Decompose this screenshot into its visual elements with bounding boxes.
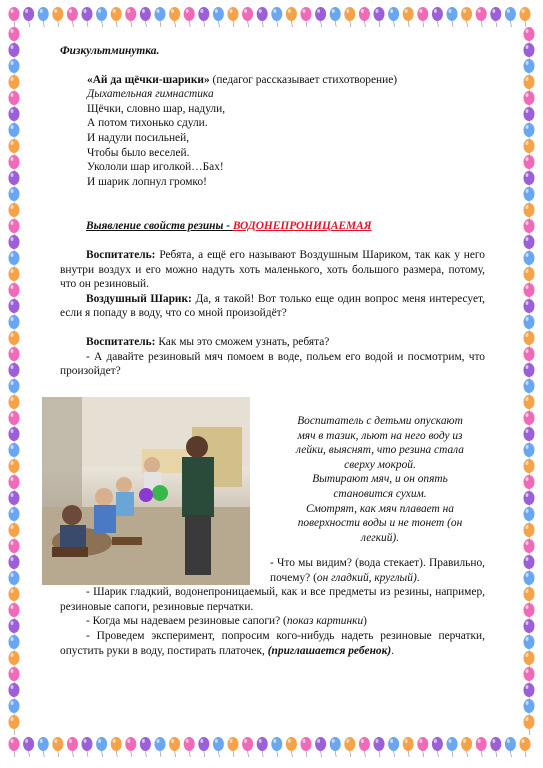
balloon-icon [228,7,239,27]
balloon-icon [524,523,535,543]
balloon-icon [388,7,399,27]
balloon-icon [524,203,535,223]
balloon-icon [96,737,107,757]
balloon-icon [52,7,63,27]
section-title: Физкультминутка. [60,45,160,57]
balloon-icon [9,139,20,159]
balloon-icon [524,603,535,623]
balloon-icon [476,737,487,757]
poem-line: Чтобы было веселей. [87,146,190,159]
poem-line: И шарик лопнул громко! [87,175,207,188]
balloon-icon [432,7,443,27]
balloon-icon [38,737,49,757]
balloon-icon [9,667,20,687]
balloon-icon [213,737,224,757]
balloon-icon [388,737,399,757]
balloon-icon [359,7,370,27]
balloon-icon [9,363,20,383]
balloon-icon [447,7,458,27]
balloon-icon [374,737,385,757]
balloon-icon [184,737,195,757]
balloon-icon [9,507,20,527]
caption-line: становится сухим. [333,487,427,500]
balloon-icon [417,737,428,757]
balloon-icon [524,715,535,735]
poem-line: Укололи шар иголкой…Бах! [87,161,224,174]
balloon-icon [315,7,326,27]
caption-line: поверхности воды и не тонет (он [297,517,463,530]
caption-line: Смотрят, как мяч плавает на [306,502,454,515]
balloon-icon [9,379,20,399]
balloon-icon [9,235,20,255]
balloon-icon [524,667,535,687]
balloon-icon [476,7,487,27]
poem-line: Щёчки, словно шар, надули, [87,102,226,115]
balloon-icon [301,7,312,27]
balloon-icon [257,737,268,757]
balloon-icon [9,539,20,559]
balloon-icon [330,737,341,757]
balloon-icon [9,59,20,79]
poem [87,73,485,190]
balloon-icon [524,155,535,175]
balloon-icon [490,7,501,27]
balloon-icon [524,491,535,511]
balloon-icon [9,523,20,543]
balloon-icon [140,7,151,27]
dialog-paragraph: - Что мы видим? (вода стекает). Правильно, почему? (он гладкий, круглый). [270,557,485,584]
balloon-icon [9,203,20,223]
balloon-icon [524,75,535,95]
balloon-icon [524,539,535,559]
balloon-icon [9,587,20,607]
balloon-icon [9,555,20,575]
balloon-icon [359,737,370,757]
balloon-icon [524,107,535,127]
balloon-icon [9,91,20,111]
balloon-icon [111,7,122,27]
balloon-icon [524,507,535,527]
balloon-icon [447,737,458,757]
balloon-icon [505,7,516,27]
balloon-icon [524,219,535,239]
poem-subtitle: Дыхательная гимнастика [87,88,214,101]
balloon-icon [524,299,535,319]
dialog-paragraph: - Когда мы надеваем резиновые сапоги? (показ картинки) [86,615,367,628]
balloon-icon [524,411,535,431]
balloon-icon [125,7,136,27]
balloon-icon [286,7,297,27]
dialog-paragraph: Воспитатель: Ребята, а ещё его называют Воздушным Шариком, так как у него внутри воздух и его можно надуть хоть маленького, хоть большого размера, потому, что он резиновый. [60,248,485,291]
balloon-icon [9,27,20,47]
balloon-icon [242,7,253,27]
balloon-icon [9,331,20,351]
balloon-icon [9,651,20,671]
caption-line: мяч в тазик, льют на него воду из [297,429,463,442]
balloon-icon [520,7,531,27]
closing-text [60,556,485,658]
balloon-icon [524,251,535,271]
poem-line: И надули посильней, [87,131,190,144]
balloon-icon [524,139,535,159]
balloon-icon [257,7,268,27]
balloon-icon [198,737,209,757]
balloon-icon [9,187,20,207]
balloon-icon [524,59,535,79]
balloon-icon [524,635,535,655]
balloon-icon [23,737,34,757]
balloon-icon [9,427,20,447]
balloon-icon [417,7,428,27]
balloon-icon [52,737,63,757]
balloon-icon [169,7,180,27]
balloon-icon [286,737,297,757]
balloon-icon [374,7,385,27]
balloon-icon [184,7,195,27]
dialog-paragraph: - Проведем эксперимент, попросим кого-нибудь надеть резиновые перчатки, опустить руки в воду, постирать платочек, (приглашается ребенок). [60,629,485,657]
balloon-icon [9,491,20,511]
poem-title: «Ай да щёчки-шарики» (педагог рассказывает стихотворение) [87,73,398,86]
balloon-icon [524,347,535,367]
balloon-icon [9,299,20,319]
document-body [60,44,485,379]
balloon-icon [490,737,501,757]
balloon-icon [524,571,535,591]
balloon-icon [9,43,20,63]
balloon-icon [9,7,20,27]
balloon-icon [524,699,535,719]
balloon-icon [23,7,34,27]
balloon-icon [524,91,535,111]
balloon-icon [140,737,151,757]
balloon-icon [155,7,166,27]
dialog-paragraph: - Шарик гладкий, водонепроницаемый, как и все предметы из резины, например, резиновые сапоги, резиновые перчатки. [60,586,485,613]
balloon-icon [344,737,355,757]
balloon-icon [125,737,136,757]
balloon-icon [524,443,535,463]
balloon-icon [9,251,20,271]
caption-line: легкий). [360,531,400,544]
balloon-icon [9,635,20,655]
poem-line: А потом тихонько сдули. [87,117,208,130]
balloon-icon [461,737,472,757]
balloon-icon [520,737,531,757]
balloon-icon [9,683,20,703]
balloon-icon [9,619,20,639]
balloon-icon [315,737,326,757]
photo-caption [270,414,490,545]
dialog-paragraph: Воспитатель: Как мы это сможем узнать, ребята? [86,335,330,348]
balloon-icon [9,603,20,623]
balloon-icon [82,737,93,757]
balloon-icon [9,715,20,735]
balloon-icon [524,235,535,255]
balloon-icon [67,7,78,27]
balloon-icon [9,475,20,495]
balloon-icon [524,459,535,479]
balloon-icon [524,651,535,671]
balloon-icon [9,155,20,175]
balloon-icon [242,737,253,757]
balloon-icon [9,443,20,463]
balloon-icon [9,75,20,95]
balloon-icon [111,737,122,757]
balloon-icon [9,395,20,415]
balloon-icon [403,7,414,27]
balloon-icon [524,363,535,383]
balloon-icon [524,27,535,47]
balloon-icon [9,459,20,479]
balloon-icon [9,107,20,127]
balloon-icon [524,619,535,639]
balloon-icon [96,7,107,27]
balloon-icon [524,123,535,143]
balloon-icon [524,395,535,415]
dialog-paragraph: Воздушный Шарик: Да, я такой! Вот только еще один вопрос меня интересует, если я попаду в воду, что со мной произойдёт? [60,292,485,320]
caption-line: Вытирают мяч, и он опять [312,473,448,486]
balloon-icon [524,555,535,575]
balloon-icon [524,283,535,303]
balloon-icon [403,737,414,757]
balloon-icon [271,737,282,757]
balloon-icon [9,699,20,719]
balloon-icon [9,737,20,757]
balloon-icon [9,123,20,143]
balloon-icon [461,7,472,27]
balloon-icon [9,171,20,191]
balloon-icon [271,7,282,27]
balloon-icon [82,7,93,27]
balloon-icon [9,571,20,591]
balloon-icon [524,187,535,207]
balloon-icon [9,267,20,287]
balloon-icon [524,379,535,399]
balloon-icon [524,331,535,351]
balloon-icon [524,587,535,607]
balloon-icon [9,411,20,431]
caption-line: Воспитатель с детьми опускают [297,415,463,427]
balloon-icon [524,43,535,63]
balloon-icon [524,171,535,191]
balloon-icon [330,7,341,27]
balloon-icon [9,347,20,367]
balloon-icon [524,683,535,703]
balloon-icon [524,267,535,287]
balloon-icon [198,7,209,27]
balloon-icon [301,737,312,757]
balloon-icon [9,219,20,239]
balloon-icon [344,7,355,27]
balloon-icon [169,737,180,757]
balloon-icon [505,737,516,757]
balloon-icon [38,7,49,27]
caption-line: лейки, выяснят, что резина стала [296,444,464,457]
dialog-paragraph: - А давайте резиновый мяч помоем в воде, польем его водой и посмотрим, что произойдет? [60,350,485,378]
balloon-icon [9,315,20,335]
balloon-icon [432,737,443,757]
caption-line: сверху мокрой. [344,458,416,471]
experiment-heading: Выявление свойств резины - ВОДОНЕПРОНИЦАЕМАЯ [86,220,372,233]
balloon-icon [67,737,78,757]
balloon-icon [228,737,239,757]
balloon-icon [524,427,535,447]
balloon-icon [524,315,535,335]
balloon-icon [213,7,224,27]
balloon-icon [524,475,535,495]
balloon-icon [9,283,20,303]
balloon-icon [155,737,166,757]
